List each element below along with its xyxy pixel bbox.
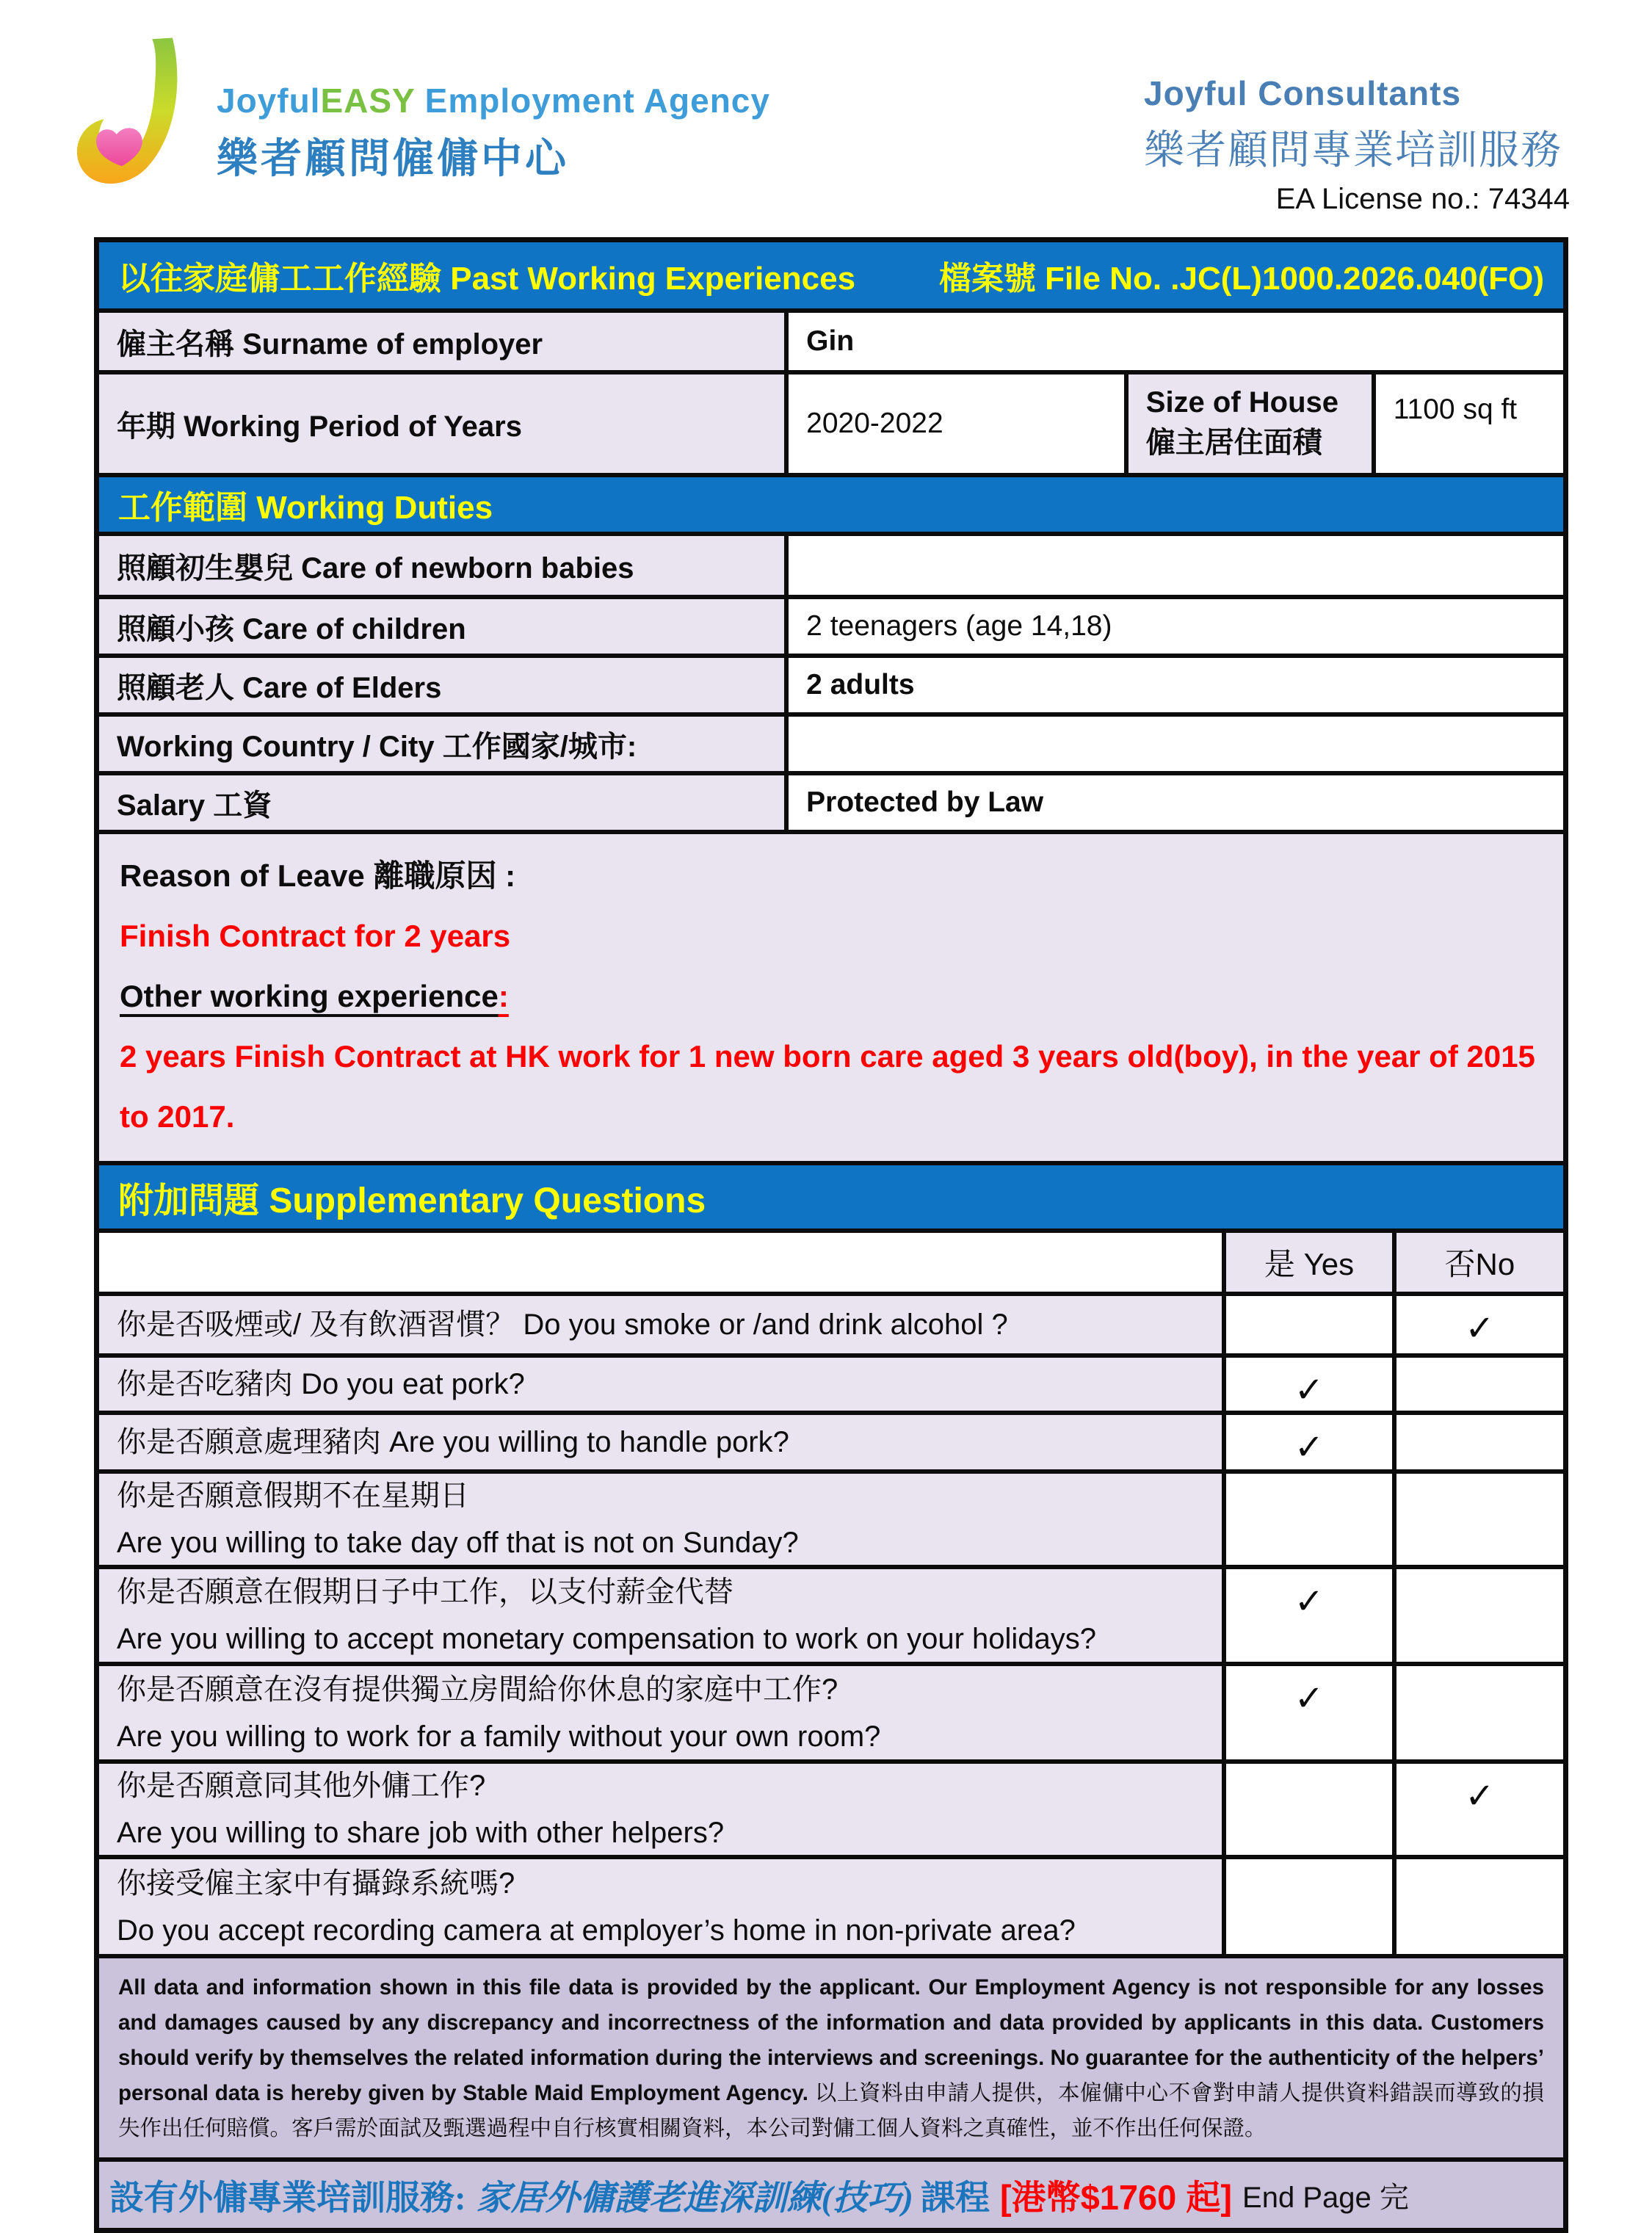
form-title: 以往家庭傭工工作經驗 Past Working Experiences <box>118 261 856 297</box>
yes-checkbox[interactable] <box>1226 1296 1396 1353</box>
disclaimer-text-zh: 以上資料由申請人提供，本僱傭中心不會對申請人提供資料錯誤而導致的損失作出任何賠償。客戶需於面試及甄選過程中自行核實相關資料，本公司對傭工個人資料之真確性，並不作出任何保證。 <box>118 2080 1544 2140</box>
duty-row-children <box>99 599 1563 658</box>
agency-name-zh: 樂者顧問僱傭中心 <box>217 135 569 181</box>
question-row-smoke-drink <box>99 1296 1563 1358</box>
house-size-value: 1100 sq ft <box>1393 394 1518 425</box>
question-text-en: Do you accept recording camera at employer’s home in non-private area? <box>117 1914 1076 1947</box>
agency-name-easy: EASY <box>320 82 415 120</box>
question-row-share-job <box>99 1764 1563 1859</box>
house-size-label <box>1128 374 1376 473</box>
question-text: 你是否願意在沒有提供獨立房間給你休息的家庭中工作? <box>117 1673 838 1706</box>
question-text: 你是否願意在假期日子中工作，以支付薪金代替 <box>117 1576 733 1609</box>
care-newborn-label: 照顧初生嬰兒 Care of newborn babies <box>99 536 789 595</box>
working-country-label: Working Country / City 工作國家/城市: <box>99 717 789 771</box>
no-checkbox[interactable]: ✓ <box>1396 1764 1563 1855</box>
question-row-dayoff-sunday <box>99 1474 1563 1569</box>
question-row-no-own-room <box>99 1666 1563 1764</box>
question-row-monetary-compensation <box>99 1569 1563 1666</box>
supplementary-questions-title: 附加問題 Supplementary Questions <box>118 1181 706 1220</box>
yes-checkbox[interactable] <box>1226 1859 1396 1954</box>
reason-line-2: 2 years Finish Contract at HK work for 1 new born care aged 3 years old(boy), in the year of 2015 to 2017. <box>120 1038 1535 1134</box>
yes-checkbox[interactable]: ✓ <box>1226 1666 1396 1759</box>
training-service-label: 設有外傭專業培訓服務: <box>109 2179 466 2218</box>
working-period-value: 2020-2022 <box>789 374 1128 473</box>
house-size-label-zh: 僱主居住面積 <box>1145 427 1322 459</box>
care-elders-label: 照顧老人 Care of Elders <box>99 658 789 712</box>
yes-no-header-row <box>99 1233 1563 1296</box>
surname-value: Gin <box>806 325 855 357</box>
reason-line-1: Finish Contract for 2 years <box>120 918 511 953</box>
joyful-j-heart-icon <box>68 35 196 200</box>
yes-checkbox[interactable]: ✓ <box>1226 1358 1396 1411</box>
working-period-label: 年期 Working Period of Years <box>99 374 789 473</box>
question-text: 你是否吃豬肉 Do you eat pork? <box>117 1368 525 1401</box>
training-course-price: [港幣$1760 起] <box>999 2177 1233 2217</box>
no-checkbox[interactable] <box>1396 1859 1563 1954</box>
disclaimer-text <box>118 1970 1544 2146</box>
salary-value: Protected by Law <box>806 786 1044 818</box>
yes-column-header: 是 Yes <box>1226 1233 1396 1292</box>
yes-checkbox[interactable]: ✓ <box>1226 1415 1396 1469</box>
consultants-logo <box>1144 73 1570 216</box>
form-title-bar <box>99 242 1563 313</box>
no-column-header: 否No <box>1396 1233 1563 1292</box>
question-text-en: Are you willing to take day off that is not on Sunday? <box>117 1527 799 1560</box>
end-page-label: End Page 完 <box>1242 2181 1409 2214</box>
question-text: 你是否願意假期不在星期日 <box>117 1480 469 1513</box>
no-checkbox[interactable] <box>1396 1358 1563 1411</box>
ea-license-number: EA License no.: 74344 <box>1275 183 1570 215</box>
other-working-experience-label: Other working experience: <box>120 978 509 1013</box>
training-course-name: 家居外傭護老進深訓練(技巧) <box>476 2179 913 2218</box>
working-duties-title: 工作範圍 Working Duties <box>118 490 493 526</box>
agency-logo <box>68 35 770 200</box>
no-checkbox[interactable]: ✓ <box>1396 1296 1563 1353</box>
yes-checkbox[interactable] <box>1226 1764 1396 1855</box>
house-size-label-en: Size of House <box>1145 386 1339 419</box>
care-elders-value: 2 adults <box>806 669 915 701</box>
question-row-recording-camera <box>99 1859 1563 1958</box>
disclaimer-block <box>99 1958 1563 2162</box>
training-service-strip <box>99 2162 1563 2228</box>
question-row-eat-pork <box>99 1358 1563 1415</box>
surname-label: 僱主名稱 Surname of employer <box>99 313 789 370</box>
care-children-value: 2 teenagers (age 14,18) <box>806 610 1112 642</box>
question-text-en: Are you willing to accept monetary compensation to work on your holidays? <box>117 1623 1097 1656</box>
question-text: 你是否願意處理豬肉 Are you willing to handle pork? <box>117 1426 789 1459</box>
past-working-experience-form <box>94 237 1568 2233</box>
consultants-name-en: Joyful Consultants <box>1144 74 1462 112</box>
question-text: 你是否願意同其他外傭工作? <box>117 1770 486 1803</box>
care-newborn-value <box>789 536 1563 595</box>
yes-checkbox[interactable] <box>1226 1474 1396 1565</box>
question-row-handle-pork <box>99 1415 1563 1474</box>
question-text: 你是否吸煙或/ 及有飲酒習慣？ Do you smoke or /and drink alcohol ? <box>117 1309 1008 1342</box>
training-course-suffix: 課程 <box>920 2179 990 2218</box>
question-header-spacer <box>99 1233 1226 1292</box>
file-number: 檔案號 File No. .JC(L)1000.2026.040(FO) <box>938 261 1544 297</box>
agency-name-en: JoyfulEASY Employment Agency <box>217 82 770 120</box>
duty-row-elders <box>99 658 1563 717</box>
question-text-en: Are you willing to share job with other helpers? <box>117 1817 725 1850</box>
duty-row-salary <box>99 775 1563 834</box>
question-text-en: Are you willing to work for a family without your own room? <box>117 1720 881 1753</box>
reason-of-leave-block <box>99 834 1563 1165</box>
no-checkbox[interactable] <box>1396 1474 1563 1565</box>
duty-row-newborn <box>99 536 1563 599</box>
duty-row-country <box>99 717 1563 775</box>
yes-checkbox[interactable]: ✓ <box>1226 1569 1396 1662</box>
no-checkbox[interactable] <box>1396 1666 1563 1759</box>
no-checkbox[interactable] <box>1396 1415 1563 1469</box>
no-checkbox[interactable] <box>1396 1569 1563 1662</box>
care-children-label: 照顧小孩 Care of children <box>99 599 789 654</box>
question-text: 你接受僱主家中有攝錄系統嗎? <box>117 1867 515 1900</box>
working-period-row <box>99 374 1563 477</box>
working-duties-header <box>99 477 1563 536</box>
working-country-value <box>789 717 1563 771</box>
salary-label: Salary 工資 <box>99 775 789 830</box>
disclaimer-text-en: All data and information shown in this file data is provided by the applicant. Our Employment Agency is not responsible for any losses and damages caused by any discrepancy and incorrectness of the information and data provided by applicants in this data. Customers should verify by themselves the related information during the interviews and screenings. No guarantee for the authenticity of the helpers’ personal data is hereby given by Stable Maid Employment Agency. <box>118 1975 1544 2105</box>
reason-of-leave-label: Reason of Leave 離職原因 : <box>120 858 516 893</box>
surname-row <box>99 313 1563 374</box>
consultants-name-zh: 樂者顧問專業培訓服務 <box>1144 128 1563 173</box>
supplementary-questions-header <box>99 1165 1563 1233</box>
